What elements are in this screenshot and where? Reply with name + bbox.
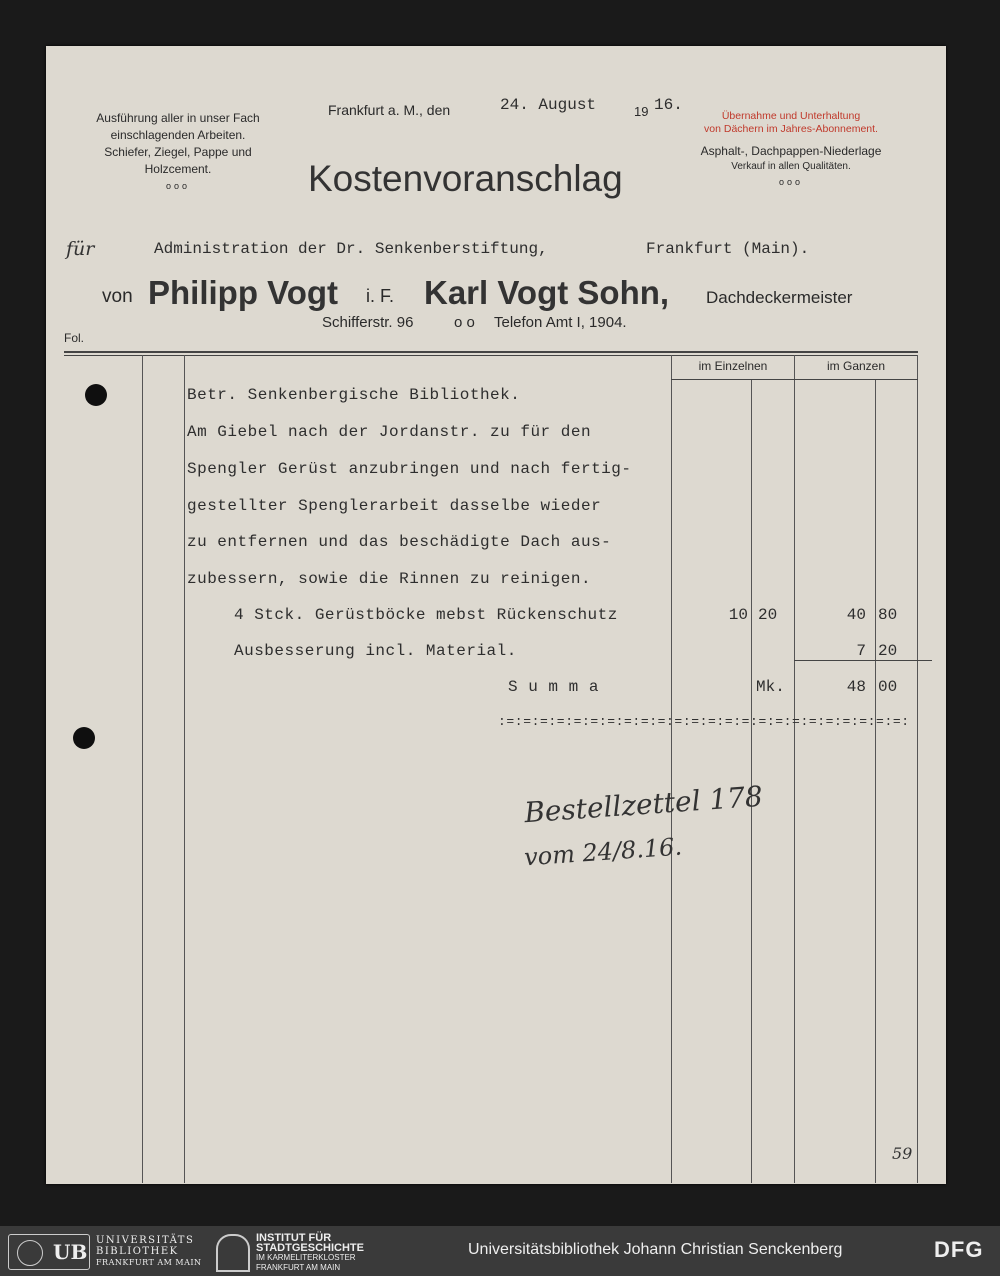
column-header-single: im Einzelnen (698, 359, 768, 373)
punch-hole-bottom (73, 727, 95, 749)
letterhead-right-red: Übernahme und Unterhaltung (721, 110, 861, 122)
body-line: zubessern, sowie die Rinnen zu reinigen. (187, 570, 592, 588)
letterhead-right (676, 110, 906, 189)
ub-name-line: BIBLIOTHEK (96, 1246, 179, 1257)
company-name-1: Philipp Vogt (148, 274, 339, 311)
column-rule (142, 355, 143, 1183)
portrait-icon (17, 1240, 43, 1266)
isg-name-line: IM KARMELITERKLOSTER (256, 1253, 356, 1262)
company-name-2: Karl Vogt Sohn, (424, 274, 670, 311)
profession: Dachdeckermeister (706, 288, 853, 307)
ub-logo (8, 1234, 90, 1270)
handwritten-note: Bestellzettel 178 (523, 779, 764, 830)
table-top-rule-2 (64, 355, 918, 356)
recipient-city: Frankfurt (Main). (646, 240, 810, 258)
item-total-pfennig: 20 (878, 642, 898, 660)
page-number: 59 (892, 1144, 913, 1163)
von-label: von (102, 286, 133, 307)
footer-bar (0, 1226, 1000, 1276)
letterhead-left-line: Ausführung aller in unser Fach (96, 111, 260, 125)
body-line: Spengler Gerüst anzubringen und nach fertig- (187, 460, 632, 478)
column-rule (184, 355, 185, 1183)
isg-name-line: INSTITUT FÜR (256, 1232, 332, 1244)
if-label: i. F. (366, 286, 395, 306)
body-line: Betr. Senkenbergische Bibliothek. (187, 386, 521, 404)
letterhead-right-line: Verkauf in allen Qualitäten. (731, 161, 851, 172)
isg-name-line: STADTGESCHICHTE (256, 1242, 364, 1254)
year-suffix: 16. (654, 96, 683, 114)
item-text: Ausbesserung incl. Material. (234, 642, 517, 660)
phone: Telefon Amt I, 1904. (494, 314, 627, 331)
ub-logo-text: UB (53, 1240, 88, 1264)
summa-currency: Mk. (756, 678, 785, 696)
ornament: ooo (165, 181, 191, 191)
item-single-mark: 10 (728, 606, 748, 624)
dfg-logo: DFG (934, 1237, 984, 1262)
isg-name-line: FRANKFURT AM MAIN (256, 1263, 341, 1272)
column-rule (794, 355, 795, 1183)
separator-line: :=:=:=:=:=:=:=:=:=:=:=:=:=:=:=:=:=:=:=:=:=:=:=:=: (498, 714, 910, 729)
ub-name-line: FRANKFURT AM MAIN (96, 1258, 202, 1267)
column-rule (917, 355, 918, 1183)
column-rule (875, 379, 876, 1183)
body-line: zu entfernen und das beschädigte Dach aus- (187, 533, 612, 551)
body-line: gestellter Spenglerarbeit dasselbe wieder (187, 497, 602, 515)
letterhead-left-line: einschlagenden Arbeiten. (110, 128, 246, 142)
address: Schifferstr. 96 (322, 314, 414, 331)
isg-logo-icon (216, 1234, 250, 1272)
item-single-pfennig: 20 (758, 606, 778, 624)
letterhead-right-red: von Dächern im Jahres-Abonnement. (704, 123, 878, 135)
item-text: 4 Stck. Gerüstböcke mebst Rückenschutz (234, 606, 618, 624)
item-total-mark: 7 (856, 642, 866, 660)
handwritten-date: vom 24/8.16. (523, 832, 683, 872)
year-prefix: 19 (634, 104, 649, 119)
fuer-label: für (66, 238, 95, 260)
summa-mark: 48 (846, 678, 866, 696)
date-typed: 24. August (500, 96, 597, 114)
item-total-pfennig: 80 (878, 606, 898, 624)
sum-rule (794, 660, 932, 661)
ub-name-line: UNIVERSITÄTS (96, 1235, 195, 1246)
letterhead-right-line: Asphalt-, Dachpappen-Niederlage (700, 144, 882, 158)
place-label: Frankfurt a. M., den (328, 102, 451, 118)
recipient: Administration der Dr. Senkenberstiftung, (154, 240, 548, 258)
address-separator: o o (454, 314, 475, 331)
column-rule (671, 355, 672, 1183)
document-title: Kostenvoranschlag (308, 158, 623, 199)
isg-name (256, 1233, 364, 1273)
header-rule (671, 379, 918, 380)
summa-label: S u m m a (508, 678, 599, 696)
letterhead-left (68, 110, 288, 195)
item-total-mark: 40 (846, 606, 866, 624)
punch-hole-top (85, 384, 107, 406)
column-header-total: im Ganzen (826, 359, 886, 373)
footer-center-text: Universitätsbibliothek Johann Christian Senckenberg (468, 1241, 843, 1258)
body-line: Am Giebel nach der Jordanstr. zu für den (187, 423, 592, 441)
letterhead-left-line: Holzcement. (144, 162, 212, 176)
letter-sheet (46, 46, 946, 1184)
fol-label: Fol. (64, 331, 85, 345)
summa-pfennig: 00 (878, 678, 898, 696)
letterhead-left-line: Schiefer, Ziegel, Pappe und (104, 145, 252, 159)
table-top-rule (64, 351, 918, 353)
ub-name (96, 1235, 202, 1268)
ornament: ooo (778, 177, 804, 187)
